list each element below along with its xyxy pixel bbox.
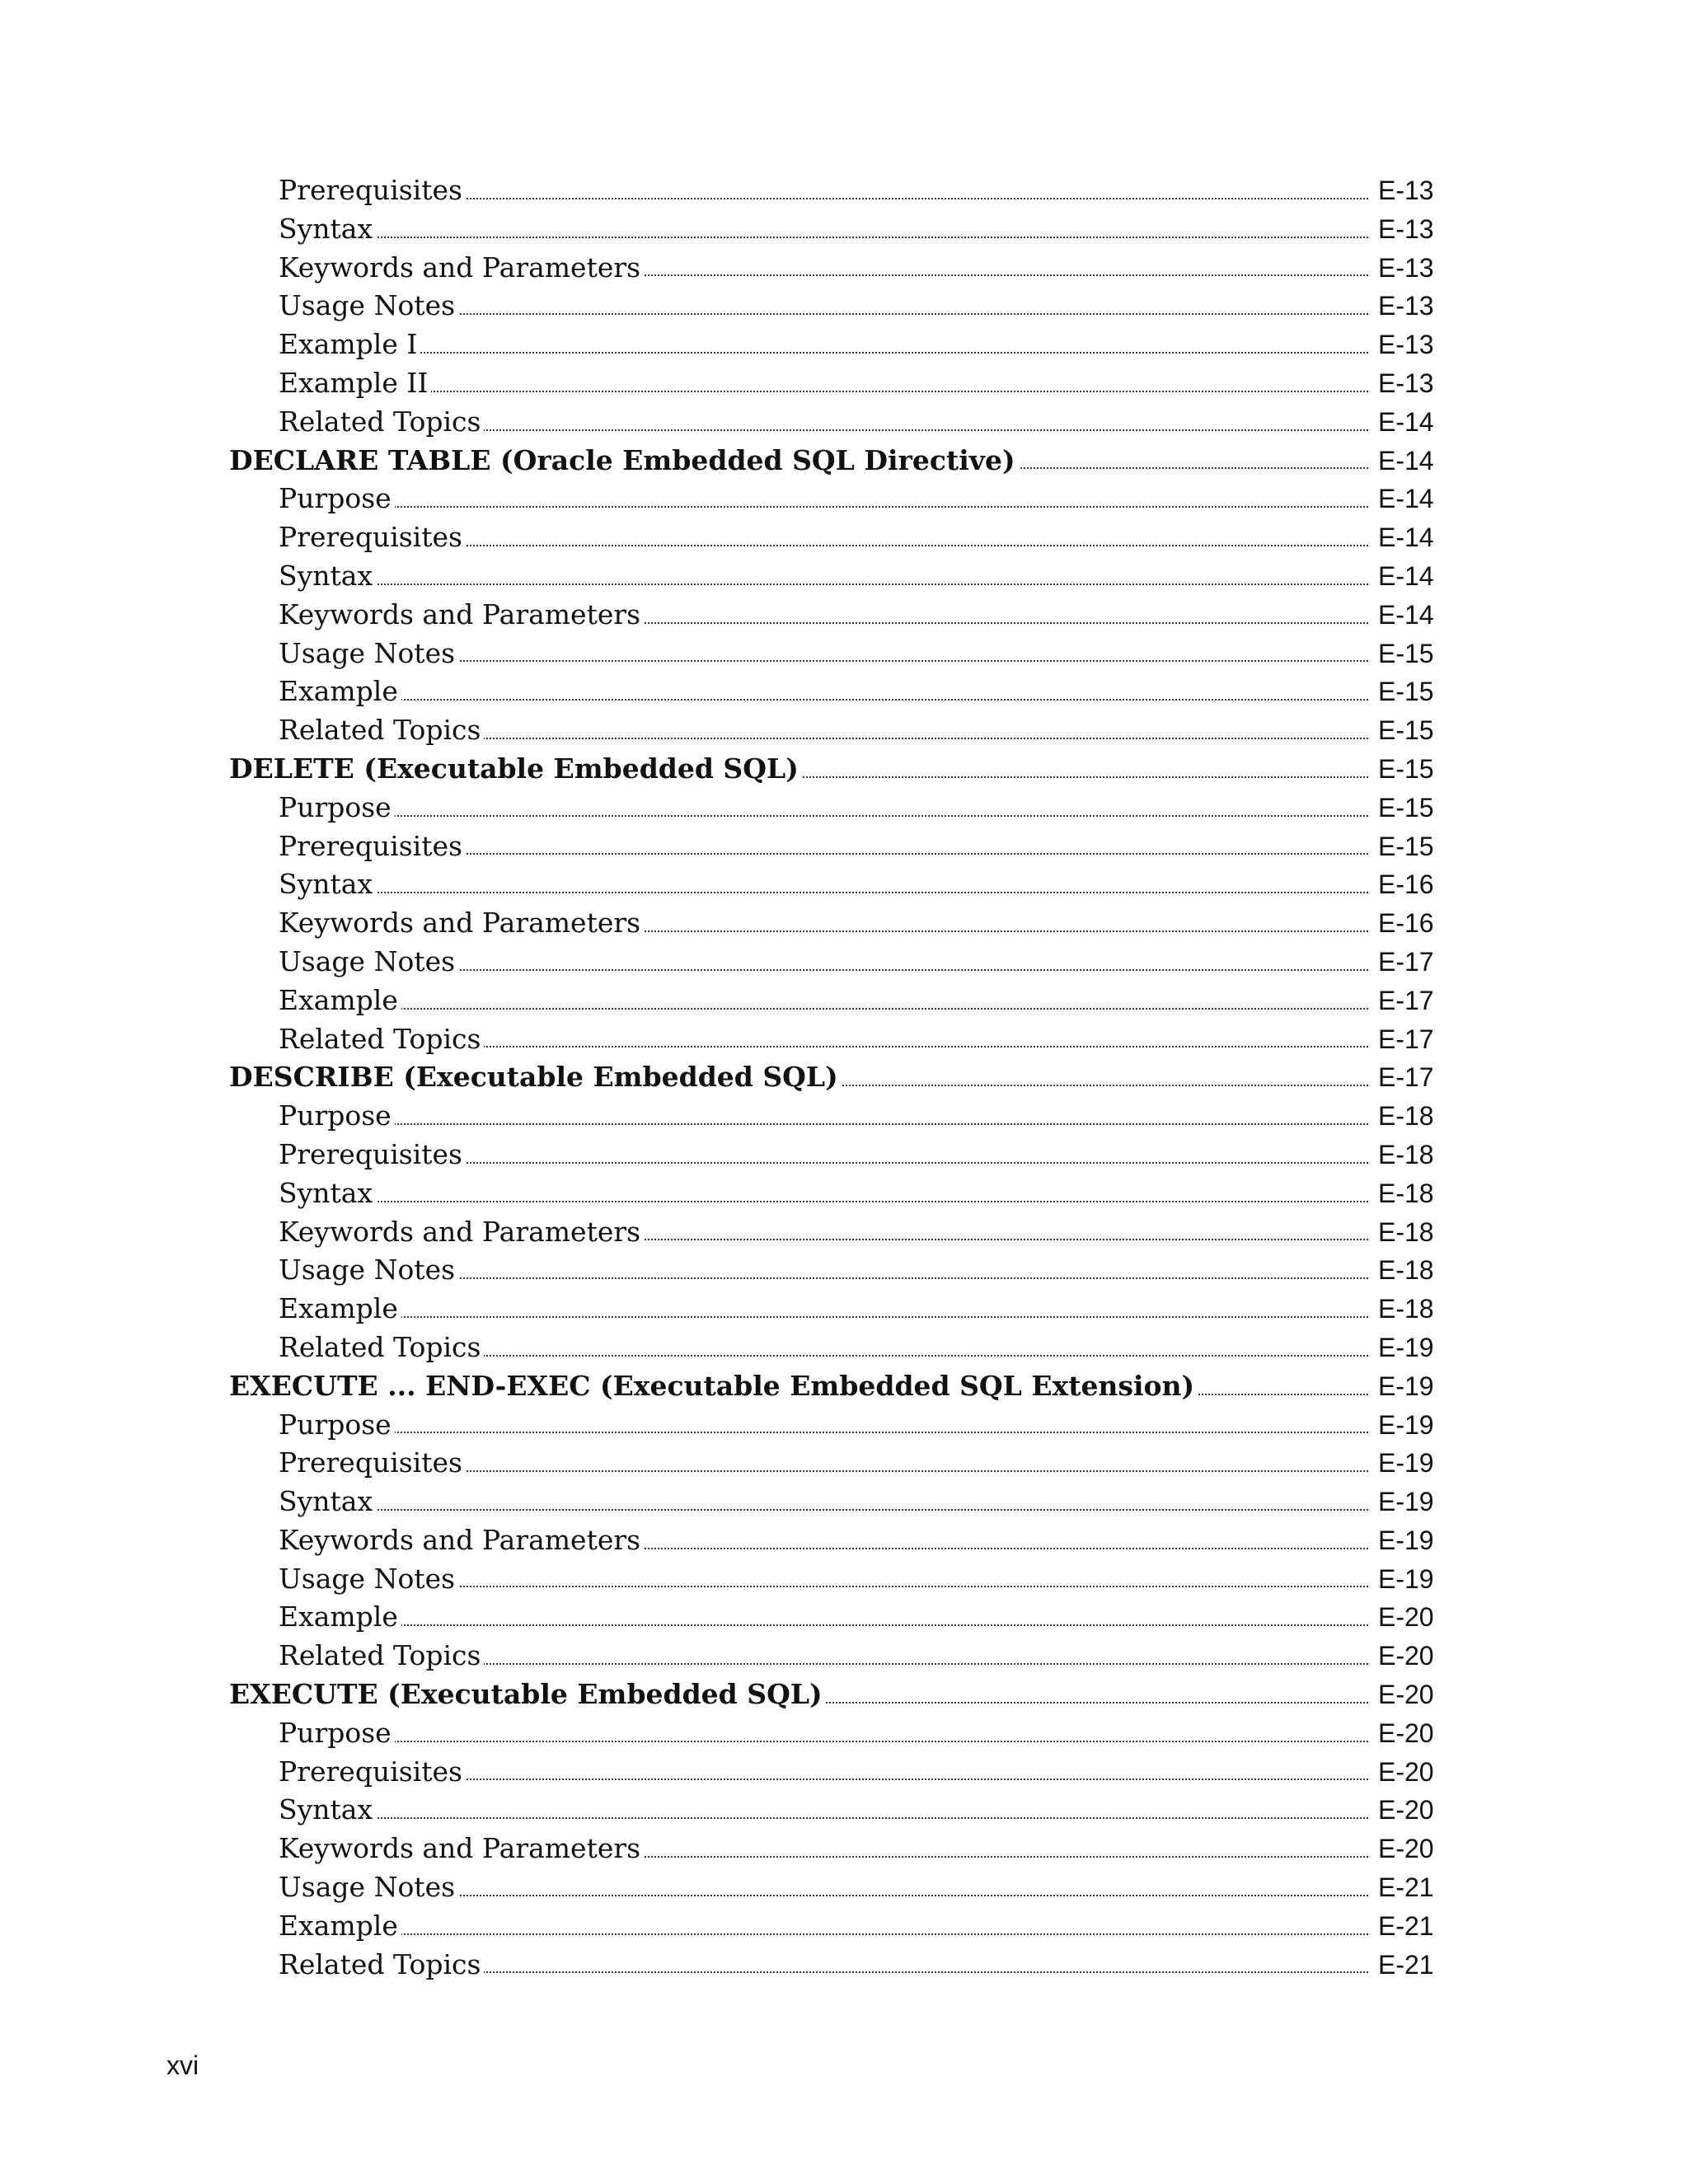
toc-subentry[interactable] xyxy=(0,1598,1688,1637)
toc-entry-title: Purpose xyxy=(279,1408,395,1441)
dot-leader xyxy=(279,1432,1368,1433)
toc-entry-text xyxy=(279,1560,1368,1599)
dot-leader xyxy=(279,506,1368,508)
toc-subentry[interactable] xyxy=(0,1637,1688,1675)
toc-subentry[interactable] xyxy=(0,1868,1688,1907)
toc-subentry[interactable] xyxy=(0,1946,1688,1985)
toc-page-ref: E-17 xyxy=(1378,1024,1434,1054)
toc-subentry[interactable] xyxy=(0,1753,1688,1792)
toc-entry-text xyxy=(279,982,1368,1020)
dot-leader xyxy=(279,583,1368,585)
toc-page-ref: E-20 xyxy=(1378,1756,1434,1787)
toc-entry-text xyxy=(279,1329,1368,1367)
toc-entry-title: DELETE (Executable Embedded SQL) xyxy=(229,752,802,785)
toc-entry-title: Syntax xyxy=(279,560,376,592)
table-of-contents xyxy=(0,171,1688,1984)
toc-subentry[interactable] xyxy=(0,1830,1688,1868)
toc-subentry[interactable] xyxy=(0,635,1688,673)
toc-entry-text xyxy=(279,865,1368,904)
toc-subentry[interactable] xyxy=(0,596,1688,635)
toc-page-ref: E-16 xyxy=(1378,869,1434,900)
dot-leader xyxy=(279,1933,1368,1935)
toc-entry-title: Syntax xyxy=(279,1485,376,1517)
toc-entry-title: Prerequisites xyxy=(279,521,466,553)
toc-entry-title: Syntax xyxy=(279,1793,376,1825)
dot-leader xyxy=(279,352,1368,354)
toc-entry-text xyxy=(279,1483,1368,1521)
toc-entry-text xyxy=(279,789,1368,827)
toc-entry-text xyxy=(279,1290,1368,1329)
toc-subentry[interactable] xyxy=(0,1560,1688,1599)
toc-entry-title: Syntax xyxy=(279,213,376,245)
toc-entry-title: Purpose xyxy=(279,791,395,823)
toc-entry-text xyxy=(279,1830,1368,1868)
toc-page-ref: E-19 xyxy=(1378,1563,1434,1594)
toc-subentry[interactable] xyxy=(0,1136,1688,1174)
toc-entry-title: Related Topics xyxy=(279,1331,484,1363)
toc-subentry[interactable] xyxy=(0,943,1688,982)
toc-entry-title: Example xyxy=(279,675,401,707)
toc-entry-text xyxy=(229,1058,1368,1097)
toc-page-ref: E-20 xyxy=(1378,1641,1434,1671)
dot-leader xyxy=(279,1624,1368,1626)
toc-section-entry[interactable] xyxy=(0,1367,1688,1406)
toc-subentry[interactable] xyxy=(0,1907,1688,1946)
toc-page-ref: E-14 xyxy=(1378,560,1434,591)
toc-entry-title: Usage Notes xyxy=(279,289,458,321)
toc-entry-title: Keywords and Parameters xyxy=(279,598,644,630)
toc-subentry[interactable] xyxy=(0,1521,1688,1560)
toc-entry-title: DESCRIBE (Executable Embedded SQL) xyxy=(229,1061,842,1093)
toc-page-ref: E-19 xyxy=(1378,1487,1434,1517)
toc-page-ref: E-20 xyxy=(1378,1718,1434,1748)
toc-entry-text xyxy=(279,1868,1368,1907)
toc-page-ref: E-15 xyxy=(1378,677,1434,707)
toc-subentry[interactable] xyxy=(0,557,1688,596)
toc-entry-title: Example II xyxy=(279,367,431,399)
dot-leader xyxy=(279,391,1368,392)
page-number: xvi xyxy=(166,2050,199,2080)
toc-section-entry[interactable] xyxy=(0,442,1688,480)
toc-subentry[interactable] xyxy=(0,711,1688,750)
toc-page-ref: E-15 xyxy=(1378,638,1434,668)
toc-subentry[interactable] xyxy=(0,1097,1688,1136)
toc-entry-text xyxy=(279,1521,1368,1560)
toc-page-ref: E-18 xyxy=(1378,1139,1434,1169)
toc-entry-text xyxy=(279,326,1368,364)
toc-entry-title: Purpose xyxy=(279,1099,395,1132)
toc-page-ref: E-14 xyxy=(1378,599,1434,630)
toc-entry-title: Syntax xyxy=(279,868,376,900)
toc-entry-text xyxy=(279,635,1368,673)
toc-entry-text xyxy=(279,403,1368,442)
toc-entry-text xyxy=(279,827,1368,866)
toc-subentry[interactable] xyxy=(0,326,1688,364)
toc-page-ref: E-21 xyxy=(1378,1910,1434,1941)
toc-subentry[interactable] xyxy=(0,249,1688,288)
toc-subentry[interactable] xyxy=(0,1791,1688,1830)
dot-leader xyxy=(279,892,1368,893)
dot-leader xyxy=(279,1201,1368,1202)
toc-page-ref: E-14 xyxy=(1378,406,1434,437)
toc-subentry[interactable] xyxy=(0,210,1688,249)
toc-entry-text xyxy=(279,1753,1368,1792)
toc-page-ref: E-13 xyxy=(1378,252,1434,283)
toc-entry-title: Related Topics xyxy=(279,1639,484,1671)
toc-page-ref: E-15 xyxy=(1378,753,1434,784)
toc-subentry[interactable] xyxy=(0,480,1688,518)
toc-entry-title: Prerequisites xyxy=(279,174,466,206)
toc-page-ref: E-19 xyxy=(1378,1409,1434,1440)
toc-entry-text xyxy=(279,1406,1368,1445)
toc-entry-text xyxy=(279,1020,1368,1059)
toc-page-ref: E-17 xyxy=(1378,985,1434,1015)
toc-subentry[interactable] xyxy=(0,1714,1688,1753)
toc-page-ref: E-15 xyxy=(1378,792,1434,823)
toc-subentry[interactable] xyxy=(0,403,1688,442)
toc-entry-text xyxy=(279,711,1368,750)
toc-entry-text xyxy=(279,1598,1368,1637)
toc-entry-title: EXECUTE (Executable Embedded SQL) xyxy=(229,1678,826,1710)
toc-page-ref: E-15 xyxy=(1378,831,1434,861)
toc-entry-text xyxy=(279,480,1368,518)
toc-entry-title: Prerequisites xyxy=(279,1138,466,1170)
toc-page-ref: E-14 xyxy=(1378,484,1434,514)
toc-subentry[interactable] xyxy=(0,827,1688,866)
toc-page-ref: E-17 xyxy=(1378,1062,1434,1093)
toc-page-ref: E-18 xyxy=(1378,1216,1434,1247)
toc-entry-title: Prerequisites xyxy=(279,1755,466,1788)
toc-entry-title: Purpose xyxy=(279,482,395,514)
toc-page-ref: E-20 xyxy=(1378,1602,1434,1633)
toc-page-ref: E-19 xyxy=(1378,1371,1434,1401)
toc-entry-text xyxy=(229,750,1368,789)
toc-entry-text xyxy=(279,518,1368,557)
toc-entry-title: Example xyxy=(279,1910,401,1942)
toc-entry-title: Example xyxy=(279,984,401,1016)
toc-entry-title: Keywords and Parameters xyxy=(279,1832,644,1864)
toc-subentry[interactable] xyxy=(0,1020,1688,1059)
toc-page-ref: E-18 xyxy=(1378,1255,1434,1286)
toc-subentry[interactable] xyxy=(0,1406,1688,1445)
toc-entry-title: Keywords and Parameters xyxy=(279,1216,644,1248)
toc-entry-title: DECLARE TABLE (Oracle Embedded SQL Directive) xyxy=(229,444,1019,476)
toc-subentry[interactable] xyxy=(0,982,1688,1020)
toc-subentry[interactable] xyxy=(0,287,1688,326)
toc-page-ref: E-19 xyxy=(1378,1448,1434,1479)
toc-entry-text xyxy=(279,171,1368,210)
toc-entry-title: Keywords and Parameters xyxy=(279,907,644,939)
toc-subentry[interactable] xyxy=(0,171,1688,210)
toc-entry-text xyxy=(279,287,1368,326)
toc-entry-title: Usage Notes xyxy=(279,945,458,977)
toc-page-ref: E-20 xyxy=(1378,1795,1434,1825)
toc-entry-title: Related Topics xyxy=(279,1023,484,1055)
dot-leader xyxy=(279,237,1368,238)
dot-leader xyxy=(279,1817,1368,1819)
toc-section-entry[interactable] xyxy=(0,1058,1688,1097)
toc-page-ref: E-18 xyxy=(1378,1178,1434,1208)
toc-subentry[interactable] xyxy=(0,1174,1688,1213)
toc-entry-title: Usage Notes xyxy=(279,637,458,669)
toc-entry-title: Example xyxy=(279,1292,401,1324)
toc-entry-text xyxy=(279,673,1368,711)
toc-page-ref: E-13 xyxy=(1378,213,1434,244)
toc-entry-text xyxy=(279,1136,1368,1174)
toc-subentry[interactable] xyxy=(0,1444,1688,1483)
toc-entry-text xyxy=(279,210,1368,249)
toc-page-ref: E-20 xyxy=(1378,1680,1434,1710)
toc-page-ref: E-21 xyxy=(1378,1872,1434,1903)
dot-leader xyxy=(279,1741,1368,1742)
toc-page-ref: E-19 xyxy=(1378,1525,1434,1555)
toc-entry-title: Prerequisites xyxy=(279,830,466,862)
toc-entry-text xyxy=(279,904,1368,943)
toc-entry-text xyxy=(229,1367,1368,1406)
toc-page-ref: E-14 xyxy=(1378,523,1434,553)
toc-entry-text xyxy=(279,364,1368,403)
toc-page-ref: E-20 xyxy=(1378,1834,1434,1864)
toc-entry-text xyxy=(279,249,1368,288)
toc-entry-title: Usage Notes xyxy=(279,1563,458,1595)
toc-entry-text xyxy=(279,557,1368,596)
toc-entry-text xyxy=(279,1251,1368,1290)
toc-page-ref: E-18 xyxy=(1378,1294,1434,1324)
toc-entry-text xyxy=(279,1444,1368,1483)
toc-entry-text xyxy=(279,1213,1368,1252)
toc-entry-text xyxy=(279,943,1368,982)
toc-entry-title: Related Topics xyxy=(279,405,484,438)
toc-page-ref: E-18 xyxy=(1378,1101,1434,1132)
toc-subentry[interactable] xyxy=(0,865,1688,904)
toc-page-ref: E-13 xyxy=(1378,330,1434,360)
toc-subentry[interactable] xyxy=(0,1290,1688,1329)
toc-subentry[interactable] xyxy=(0,364,1688,403)
toc-page-ref: E-13 xyxy=(1378,368,1434,398)
toc-entry-title: Related Topics xyxy=(279,1948,484,1980)
toc-entry-title: EXECUTE ... END-EXEC (Executable Embedded SQL Extension) xyxy=(229,1370,1198,1402)
toc-entry-title: Prerequisites xyxy=(279,1446,466,1479)
toc-subentry[interactable] xyxy=(0,789,1688,827)
toc-entry-text xyxy=(279,1637,1368,1675)
dot-leader xyxy=(279,1316,1368,1318)
toc-page-ref: E-17 xyxy=(1378,946,1434,977)
toc-section-entry[interactable] xyxy=(0,1675,1688,1714)
dot-leader xyxy=(279,1123,1368,1125)
toc-entry-title: Syntax xyxy=(279,1177,376,1209)
toc-entry-text xyxy=(229,442,1368,480)
toc-subentry[interactable] xyxy=(0,1483,1688,1521)
toc-entry-text xyxy=(279,1174,1368,1213)
toc-subentry[interactable] xyxy=(0,1251,1688,1290)
toc-entry-title: Keywords and Parameters xyxy=(279,1524,644,1556)
toc-subentry[interactable] xyxy=(0,518,1688,557)
toc-entry-text xyxy=(279,596,1368,635)
dot-leader xyxy=(279,699,1368,701)
toc-entry-title: Related Topics xyxy=(279,714,484,746)
toc-entry-text xyxy=(229,1675,1368,1714)
toc-entry-text xyxy=(279,1907,1368,1946)
dot-leader xyxy=(279,815,1368,817)
toc-entry-text xyxy=(279,1097,1368,1136)
toc-entry-text xyxy=(279,1714,1368,1753)
dot-leader xyxy=(279,1509,1368,1511)
toc-page-ref: E-21 xyxy=(1378,1949,1434,1980)
toc-page-ref: E-19 xyxy=(1378,1332,1434,1362)
toc-entry-title: Example I xyxy=(279,328,420,360)
toc-subentry[interactable] xyxy=(0,904,1688,943)
toc-subentry[interactable] xyxy=(0,673,1688,711)
toc-page-ref: E-15 xyxy=(1378,715,1434,746)
toc-page-ref: E-16 xyxy=(1378,908,1434,939)
toc-section-entry[interactable] xyxy=(0,750,1688,789)
toc-entry-text xyxy=(279,1946,1368,1985)
dot-leader xyxy=(279,1008,1368,1010)
toc-entry-title: Keywords and Parameters xyxy=(279,251,644,284)
toc-entry-title: Usage Notes xyxy=(279,1254,458,1286)
toc-entry-title: Purpose xyxy=(279,1717,395,1749)
toc-entry-title: Example xyxy=(279,1601,401,1633)
toc-subentry[interactable] xyxy=(0,1329,1688,1367)
toc-entry-title: Usage Notes xyxy=(279,1871,458,1903)
toc-subentry[interactable] xyxy=(0,1213,1688,1252)
toc-page-ref: E-13 xyxy=(1378,176,1434,205)
toc-page-ref: E-13 xyxy=(1378,291,1434,321)
toc-entry-text xyxy=(279,1791,1368,1830)
toc-page-ref: E-14 xyxy=(1378,445,1434,476)
